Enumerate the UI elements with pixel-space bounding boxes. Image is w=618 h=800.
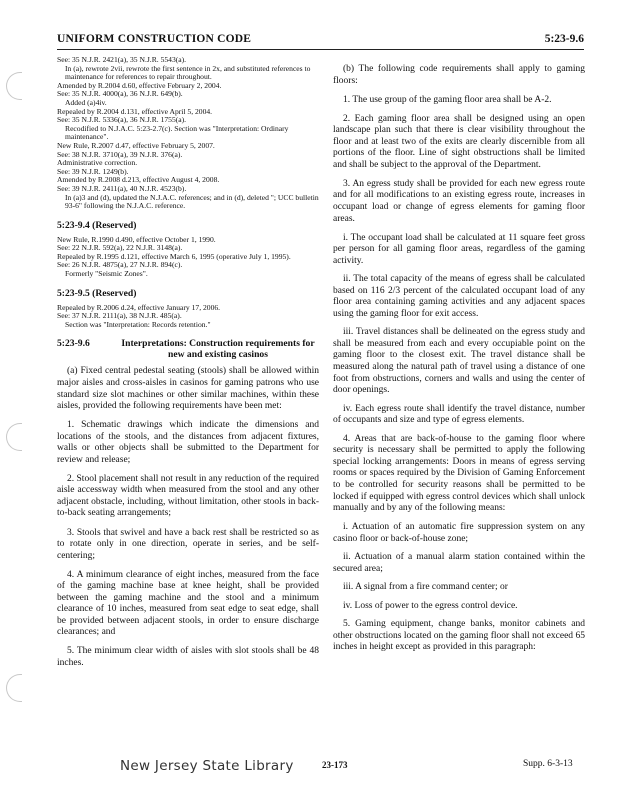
paragraph: iii. Travel distances shall be delineated on the egress study and shall be measured from each and every occupiable point on the gaming floor to the closest exit. The travel distance shall be measured along the natural path of travel using a distance of one foot from obstructions, corners and walls and using the center of door openings. [333, 327, 585, 396]
paragraph: 4. Areas that are back-of-house to the gaming floor where security is necessary shall be permitted to apply the following special locking arrangements: Doors in means of egress serving rooms or spaces required by the Division of Gaming Enforcement to be controlled for security reasons shall be permitted to be locked if equipped with egress control devices which shall unlock manually and by any of the following means: [333, 433, 585, 514]
section-heading-9-4: 5:23-9.4 (Reserved) [57, 219, 137, 231]
history-note: Repealed by R.1995 d.121, effective March 6, 1995 (operative July 1, 1995). [57, 251, 291, 261]
history-notes-9-5 [57, 304, 319, 330]
history-note: Recodified to N.J.A.C. 5:23-2.7(c). Section was "Interpretation: Ordinary maintenance". [65, 123, 289, 142]
history-note: Administrative correction. [57, 158, 138, 168]
paragraph: 4. A minimum clearance of eight inches, measured from the face of the gaming machine base at knee height, shall be provided between the gaming machine and the stool and a minimum clearance of 10 inches, measured from seat edge to seat edge, shall be provided between adjacent stools, in order to ensure discharge clearances; and [57, 569, 319, 638]
history-note: New Rule, R.1990 d.490, effective October 1, 1990. [57, 234, 216, 244]
header-rule [57, 49, 584, 50]
paragraph: (b) The following code requirements shall apply to gaming floors: [333, 64, 585, 86]
history-note: Formerly "Seismic Zones". [65, 269, 148, 279]
paragraph: ii. Actuation of a manual alarm station contained within the secured area; [333, 552, 585, 574]
history-note: See: 39 N.J.R. 2411(a), 40 N.J.R. 4523(b). [57, 183, 187, 193]
paragraph: (a) Fixed central pedestal seating (stools) shall be allowed within major aisles and cross-aisles in casinos for gaming patrons who use standard size slot machines or other similar machines, within these aisles, provided the following requirements have been met: [57, 366, 319, 412]
paragraph: iii. A signal from a fire command center; or [343, 582, 508, 593]
paragraph: ii. The total capacity of the means of egress shall be calculated based on 116 2/3 percent of the calculated occupant load of any floor area containing gaming activities and any adjacent spaces using the gaming floor for exit access. [333, 274, 585, 319]
history-note: Amended by R.2008 d.213, effective August 4, 2008. [57, 175, 220, 185]
history-note: New Rule, R.2007 d.47, effective February 5, 2007. [57, 140, 215, 150]
page-number: 23-173 [322, 760, 348, 770]
paragraph: 5. The minimum clear width of aisles with slot stools shall be 48 inches. [57, 646, 319, 668]
header-title: UNIFORM CONSTRUCTION CODE [57, 33, 252, 45]
right-column [333, 64, 585, 662]
history-note: See: 35 N.J.R. 2421(a), 35 N.J.R. 5543(a). [57, 55, 187, 64]
history-notes-9-4 [57, 236, 319, 279]
paragraph: iv. Each egress route shall identify the travel distance, number of occupants and size and type of egress elements. [333, 403, 585, 426]
paragraph: 1. The use group of the gaming floor area shall be A-2. [343, 94, 552, 105]
paragraph: iv. Loss of power to the egress control device. [343, 600, 518, 611]
history-note: See: 37 N.J.R. 2111(a), 38 N.J.R. 485(a). [57, 311, 182, 321]
running-header [57, 33, 584, 49]
history-note: See: 26 N.J.R. 4875(a), 27 N.J.R. 894(c). [57, 260, 183, 270]
paragraph: 5. Gaming equipment, change banks, monitor cabinets and other obstructions located on the gaming floor shall not exceed 65 inches in height except as provided in this paragraph: [333, 619, 585, 653]
paragraph: i. Actuation of an automatic fire suppression system on any casino floor or back-of-house zone; [333, 522, 585, 544]
history-note: In (a)3 and (d), updated the N.J.A.C. references; and in (d), deleted "; UCC bulletin 93-6" following the N.J.A.C. reference. [65, 192, 319, 211]
history-note: In (a), rewrote 2vii, rewrote the first sentence in 2x, and substituted references to maintenance for references to repair throughout. [65, 63, 311, 82]
history-note: Amended by R.2004 d.60, effective February 2, 2004. [57, 80, 222, 90]
history-note: See: 38 N.J.R. 3710(a), 39 N.J.R. 376(a). [57, 149, 183, 159]
section-body-9-6 [57, 366, 319, 669]
left-column [57, 56, 319, 677]
section-number: 5:23-9.6 [57, 338, 90, 350]
history-note: See: 22 N.J.R. 592(a), 22 N.J.R. 3148(a). [57, 243, 183, 253]
supplement-date: Supp. 6-3-13 [523, 759, 573, 769]
header-section-number: 5:23-9.6 [544, 33, 584, 45]
section-title: Interpretations: Construction requirements for new and existing casinos [121, 338, 315, 361]
section-body-continued [333, 64, 585, 654]
section-heading-9-6 [57, 338, 319, 360]
paragraph: 2. Each gaming floor area shall be designed using an open landscape plan such that there is clear visibility throughout the floor and at least two of the exits are clearly discernible from all portions of the floor. Line of sight obstructions shall be limited and shall be subject to the approval of the Department. [333, 113, 585, 170]
punch-hole-mark [6, 423, 22, 451]
history-note: Added (a)4iv. [65, 97, 107, 107]
library-watermark: New Jersey State Library [120, 758, 294, 774]
history-note: See: 35 N.J.R. 5336(a), 36 N.J.R. 1755(a). [57, 115, 187, 125]
paragraph: 1. Schematic drawings which indicate the dimensions and locations of the stools, and the distances from adjacent fixtures, walls or other objects shall be submitted to the Department for review and release; [57, 420, 319, 465]
history-note: Repealed by R.2006 d.24, effective January 17, 2006. [57, 302, 221, 312]
punch-hole-mark [6, 72, 22, 100]
history-note: Repealed by R.2004 d.131, effective April 5, 2004. [57, 106, 213, 116]
paragraph: 3. An egress study shall be provided for each new egress route and for all modifications to an existing egress route, increases in occupant load or change of egress elements for gaming floor areas. [333, 178, 585, 224]
history-notes [57, 56, 319, 211]
history-note: Section was "Interpretation: Records retention." [65, 319, 211, 329]
history-note: See: 35 N.J.R. 4000(a), 36 N.J.R. 649(b). [57, 89, 183, 99]
paragraph: 2. Stool placement shall not result in any reduction of the required aisle accessway width when measured from the stool and any other adjacent obstacle, including, without limitation, other stools in back-to-back seating arrangements; [57, 473, 319, 519]
paragraph: i. The occupant load shall be calculated at 11 square feet gross per person for all gaming floor areas, regardless of the gaming activity. [333, 232, 585, 266]
section-heading-9-5: 5:23-9.5 (Reserved) [57, 287, 137, 299]
punch-hole-mark [6, 674, 22, 702]
history-note: See: 39 N.J.R. 1249(b). [57, 166, 129, 176]
paragraph: 3. Stools that swivel and have a back rest shall be restricted so as to rotate only in one direction, operate in series, and be self-centering; [57, 527, 319, 561]
